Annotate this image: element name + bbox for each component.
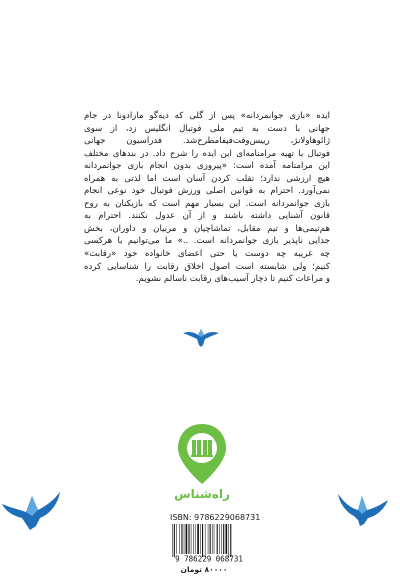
blurb-line: این مرامنامه آمده است: «پیروزی بدون انجام بازی جوانمردانه (84, 161, 330, 172)
blurb-line: چه غریبه چه دوست یا حتی اعضای خانواده خود «رقابت» (84, 249, 330, 260)
blurb-line: جدایی ناپذیر بازی جوانمردانه است. ..» ما می‌توانیم با هرکسی (84, 236, 330, 247)
blurb-line: فوتبال با تهیه مرامنامه‌ای این ایده را شرح داد. در بندهای مختلف (84, 148, 330, 159)
blurb-line: بازی جوانمردانه است. این بسیار مهم است که بازیکنان به روح (84, 198, 330, 209)
blurb-line: نمی‌آورد. احترام به قوانین اصلی ورزش فوتبال خود نوعی انجام (84, 186, 330, 197)
blurb-line: هم‌تیمی‌ها و تیم مقابل، تماشاچیان و مربیان و داوران، بخش (84, 223, 330, 234)
blurb-text (84, 110, 330, 286)
blurb-line: قانون آشنایی داشته باشند و از آن عدول نکنند. احترام به (84, 211, 330, 222)
blurb-line: ژائوهاولانژ، رییس‌وقت‌فیفامطرح‌شد. فدراسیون جهانی (84, 136, 330, 147)
barcode-icon (168, 523, 250, 563)
blurb-line: ایده «بازی جوانمردانه» پس از گلی که دیه‌گو مارادونا در جام (84, 111, 330, 121)
blurb-line: هیچ ارزشی ندارد؛ تقلب کردن آسان است اما لذتی به همراه (84, 173, 330, 184)
barcode-digits: 9 786229 068731 (175, 554, 243, 563)
blurb-line: و مراعات کنیم تا دچار آسیب‌های رقابت ناسالم نشویم. (135, 274, 330, 285)
isbn-label: ISBN: 9786229068731 (170, 513, 261, 522)
dove-icon (0, 486, 64, 532)
publisher-name: راه‌شناس (174, 487, 230, 501)
price-label: ۸۰۰۰۰ تومان (180, 565, 228, 574)
dove-icon (181, 323, 221, 349)
blurb-line: جهانی با دست به تیم ملی فوتبال انگلیس زد، از سوی (84, 123, 330, 134)
blurb-line: کنیم؛ ولی شایسته است اصول اخلاق رقابت را شناسایی کرده (84, 261, 330, 272)
dove-icon (334, 488, 392, 528)
